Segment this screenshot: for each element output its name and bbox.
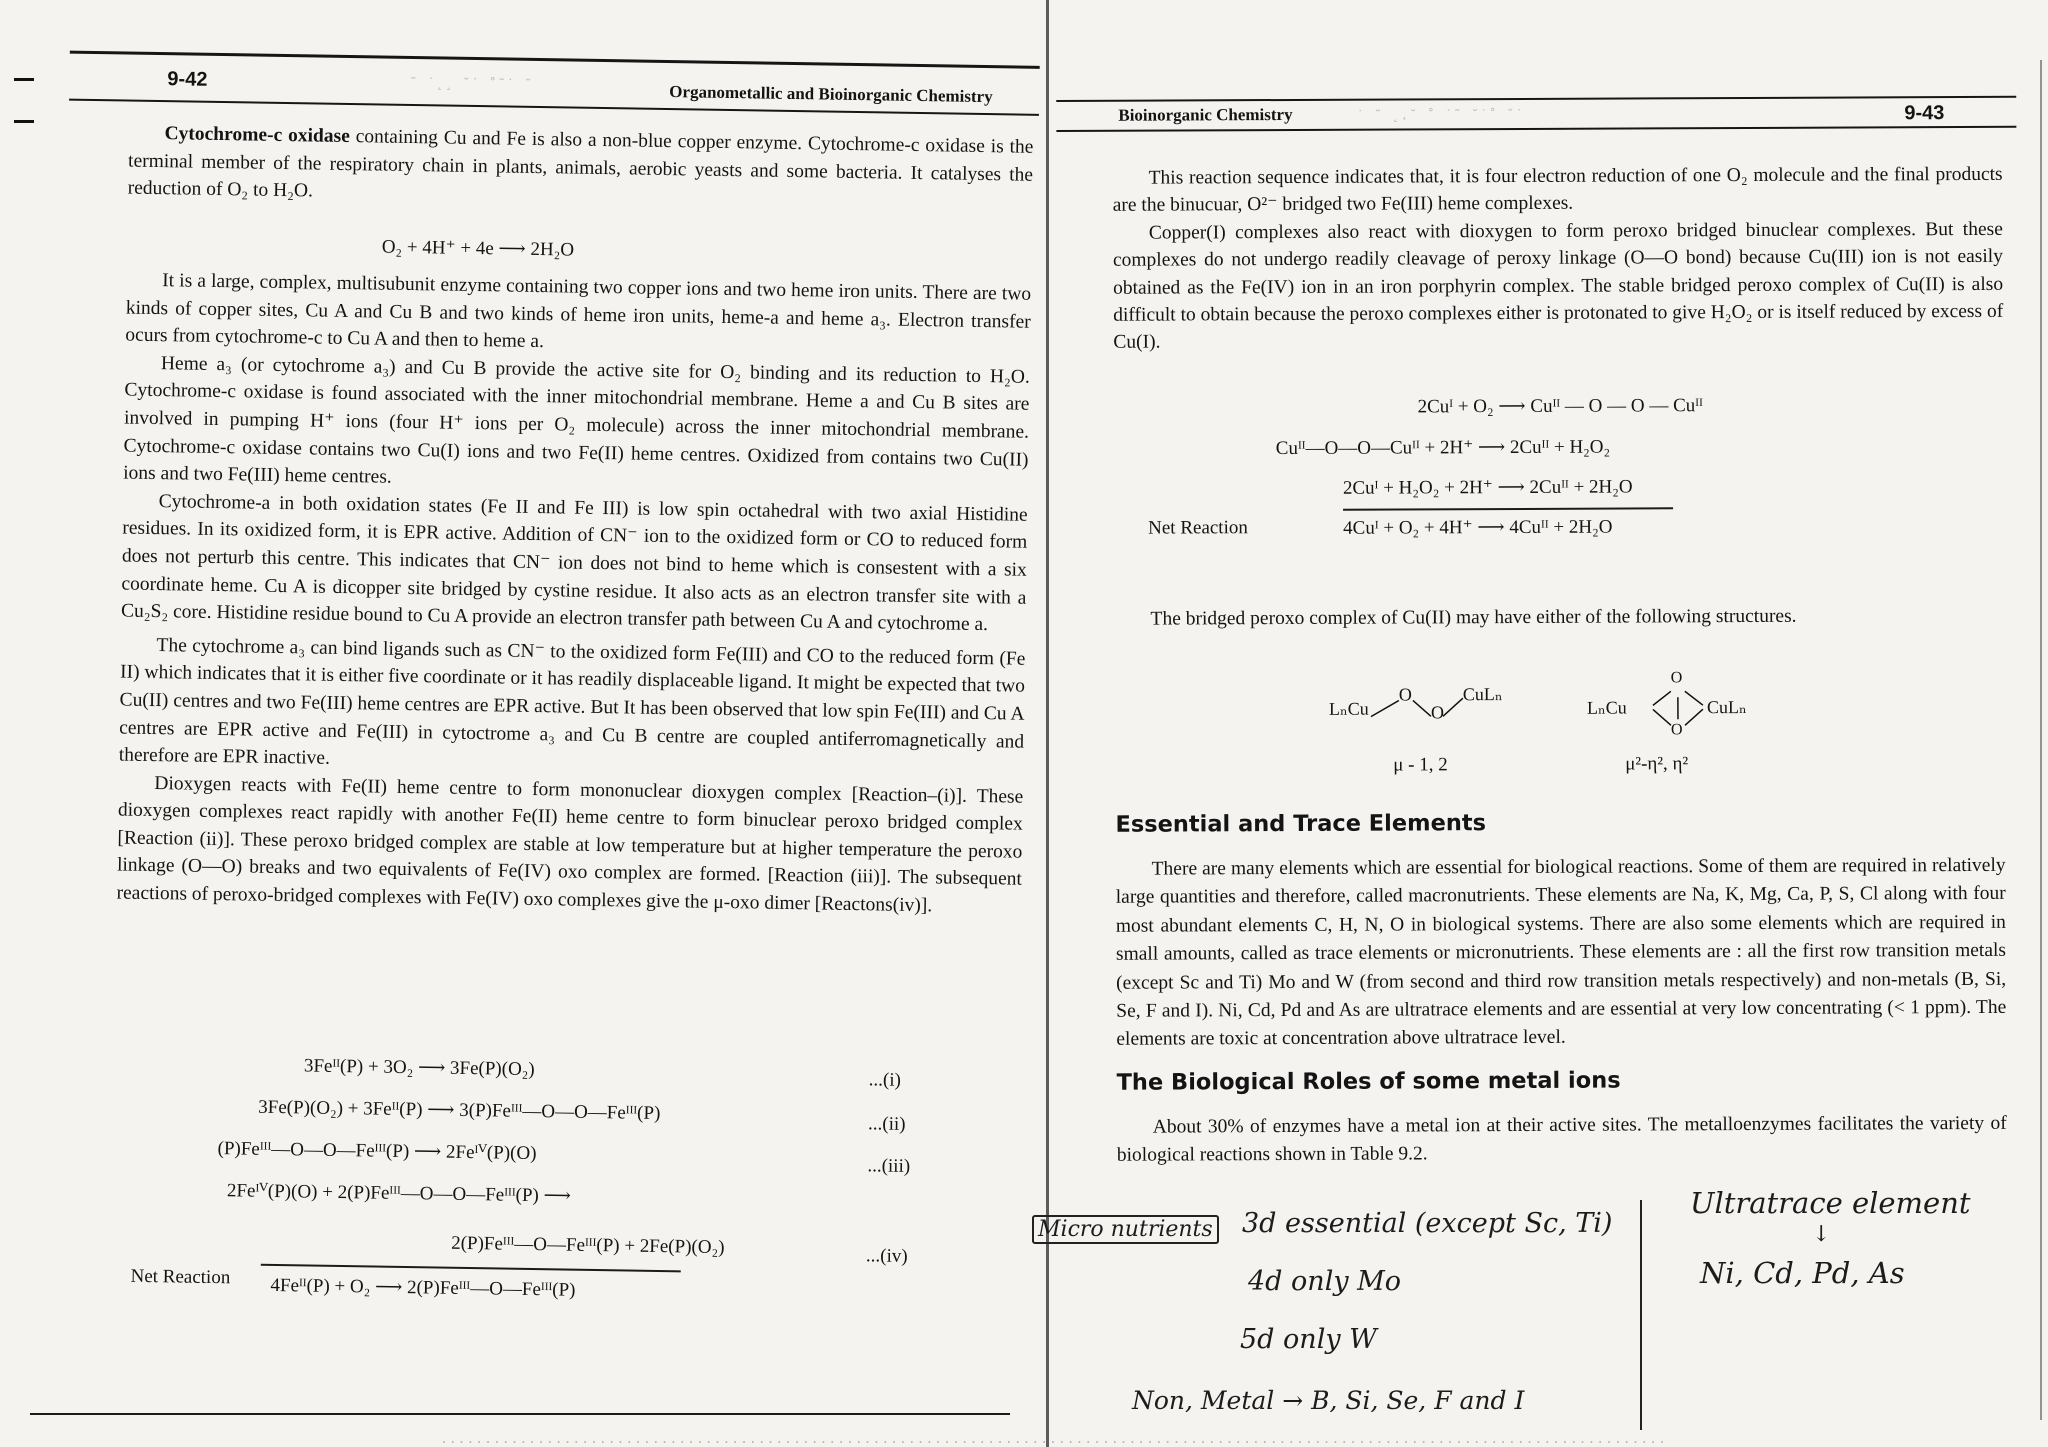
paragraph-text: containing Cu and Fe is also a non-blue copper enzyme. Cytochrome-c oxidase is the terminal member of the respiratory chain in plants, animals, aerobic yeasts and some bacteria. It catalyses the reduction of O₂ to H₂O. <box>127 126 1034 202</box>
paragraph: Cytochrome-a in both oxidation states (Fe II and Fe III) is low spin octahedral with two axial Histidine residues. In its oxidized form, it is EPR active. Addition of CN⁻ ion to the oxidized form or CO to reduced form does not perturb this centre. This indicates that CN⁻ ion does not bind to heme which is consestent with a six coordinate heme. Cu A is dicopper site bridged by cystine residue. It also acts as an electron transfer site with a Cu₂S₂ core. Histidine residue bound to Cu A provide an electron transfer path between Cu A and cytochrome a. <box>120 490 1028 636</box>
net-reaction-equation: 4Feᴵᴵ(P) + O₂ ⟶ 2(P)Feᴵᴵᴵ—O—Feᴵᴵᴵ(P) <box>270 1274 576 1301</box>
scan-noise: ........................................................................................................................................... <box>440 1432 1667 1447</box>
structure-label-mu-eta: μ²-η², η² <box>1625 753 1689 775</box>
reaction-iv-part-2: 2(P)Feᴵᴵᴵ—O—Feᴵᴵᴵ(P) + 2Fe(P)(O₂) <box>450 1232 725 1259</box>
running-head <box>669 82 993 107</box>
term-cytochrome-c-oxidase: Cytochrome-c oxidase <box>164 123 350 148</box>
handwritten-line-nonmetal: Non, Metal → B, Si, Se, F and I <box>1132 1386 1525 1415</box>
heading-essential-trace: Essential and Trace Elements <box>1115 810 1487 838</box>
net-reaction-label: Net Reaction <box>130 1265 231 1289</box>
paragraph: Copper(I) complexes also react with dioxygen to form peroxo bridged binuclear complexes. But these complexes do not undergo readily cleavage of peroxy linkage (O—O bond) because Cu(III) ion is not easily obtained as the Fe(IV) ion in an iron porphyrin complex. The stable bridged peroxo complex of Cu(II) is also difficult to obtain because the peroxo complexes either is protonated to give H₂O₂ or is itself reduced by excess of Cu(I). <box>1112 218 2004 354</box>
structure-oxygen: O <box>1670 721 1683 739</box>
paragraph: About 30% of enzymes have a metal ion at their active sites. The metalloenzymes facilitates the variety of biological reactions shown in Table 9.2. <box>1116 1112 2007 1167</box>
paragraph: The cytochrome a₃ can bind ligands such as CN⁻ to the oxidized form Fe(III) and CO to the reduced form (Fe II) which indicates that it is either five coordinate or it has readily displaceable ligand. It might be expected that two Cu(II) centres and two Fe(III) heme centres are EPR active. But It has been observed that low spin Fe(III) and Cu A centres are EPR active and Fe(III) in cytoctrome a₃ and Cu B centre are coupled antiferromagnetically and therefore are EPR inactive. <box>118 634 1026 769</box>
handwritten-ultratrace-title: Ultratrace element <box>1690 1186 1971 1220</box>
cu-reaction-1: 2Cuᴵ + O₂ ⟶ Cuᴵᴵ — O — O — Cuᴵᴵ <box>1417 395 1703 418</box>
handwritten-line-5d: 5d only W <box>1240 1324 1377 1355</box>
paragraph: The bridged peroxo complex of Cu(II) may have either of the following structures. <box>1150 605 1797 630</box>
structure-culn: CuLₙ <box>1462 684 1503 705</box>
reaction-tag-iv: ...(iv) <box>865 1245 908 1267</box>
reaction-tag-i: ...(i) <box>868 1069 902 1091</box>
structure-lncu: LₙCu <box>1586 697 1627 718</box>
top-rule <box>70 51 1040 69</box>
paragraph: Heme a₃ (or cytochrome a₃) and Cu B provide the active site for O₂ binding and its reduction to H₂O. Cytochrome-c oxidase is found associated with the inner mitochondrial membrane. Heme a and Cu B sites are involved in pumping H⁺ ions (four H⁺ ions per O₂ molecule) across the inner mitochondrial membrane. Cytochrome-c oxidase contains two Cu(I) ions and two Fe(II) heme centres. Oxidized from contains two Cu(II) ions and two Fe(III) heme centres. <box>123 352 1030 488</box>
structure-label-mu-1-2: μ - 1, 2 <box>1393 754 1448 776</box>
handwritten-micronutrients-box <box>1032 1212 1219 1243</box>
right-text <box>1113 161 2004 357</box>
left-text <box>127 120 1033 217</box>
net-reaction-label: Net Reaction <box>1148 517 1248 539</box>
paragraph: There are many elements which are essential for biological reactions. Some of them are required in relatively large quantities and therefore, called macronutrients. These elements are Na, K, Mg, Ca, P, S, Cl along with four most abundant elements C, H, N, O in biological systems. There are also some elements which are required in small amounts, called as trace elements or micronutrients. These elements are : all the first row transition metals (except Sc and Ti) Mo and W (from second and third row transition metals respectively) and non-metals (B, Si, Se, F and I). Ni, Cd, Pd and As are ultratrace elements and are essential at very low concentrating (< 1 ppm). The elements are toxic at concentration above ultratrace level. <box>1115 854 2007 1051</box>
bottom-rule <box>30 1413 1010 1415</box>
left-text-body <box>116 267 1031 922</box>
net-reaction-equation: 4Cuᴵ + O₂ + 4H⁺ ⟶ 4Cuᴵᴵ + 2H₂O <box>1343 516 1613 539</box>
structure-lncu: LₙCu <box>1328 698 1369 719</box>
handwritten-arrow: ↓ <box>1812 1222 1831 1247</box>
essential-text <box>1116 852 2007 1055</box>
cu-reaction-3: 2Cuᴵ + H₂O₂ + 2H⁺ ⟶ 2Cuᴵᴵ + 2H₂O <box>1342 476 1633 499</box>
handwritten-box-label: Micro nutrients <box>1032 1215 1219 1244</box>
scan-noise: ˜ ˙˛¸ ˘˙ ˚˜˙ ˘ <box>409 75 534 93</box>
paragraph: It is a large, complex, multisubunit enzyme containing two copper ions and two heme iron units. There are two kinds of copper sites, Cu A and Cu B and two kinds of heme iron units, heme-a and heme a₃. Electron transfer ocurs from cytochrome-c to Cu A and then to heme a. <box>125 270 1032 353</box>
equation-main: O₂ + 4H⁺ + 4e ⟶ 2H₂O <box>381 236 575 261</box>
peroxo-intro <box>1150 602 2010 633</box>
scan-noise: ˙ ˜ ˛.˘ ˚ ˙˜ ˘˙˚ ˘˙ <box>1356 107 1525 124</box>
top-rule <box>1056 96 2016 102</box>
heading-biological-roles: The Biological Roles of some metal ions <box>1116 1067 1621 1096</box>
handwritten-ultratrace-list: Ni, Cd, Pd, As <box>1700 1256 1905 1290</box>
cu-reaction-2: Cuᴵᴵ—O—O—Cuᴵᴵ + 2H⁺ ⟶ 2Cuᴵᴵ + H₂O₂ <box>1275 436 1611 460</box>
handwritten-divider <box>1640 1200 1642 1430</box>
net-reaction-rule <box>261 1264 681 1272</box>
reaction-iii: (P)Feᴵᴵᴵ—O—O—Feᴵᴵᴵ(P) ⟶ 2Feᴵⱽ(P)(O) <box>217 1138 537 1165</box>
reaction-ii: 3Fe(P)(O₂) + 3Feᴵᴵ(P) ⟶ 3(P)Feᴵᴵᴵ—O—O—Feᴵᴵᴵ(P) <box>258 1096 661 1125</box>
structure-oxygen: O <box>1398 684 1412 705</box>
left-page <box>8 40 1040 1436</box>
net-reaction-rule <box>1343 507 1673 510</box>
reaction-tag-iii: ...(iii) <box>867 1155 911 1177</box>
page-number: 9-42 <box>167 68 208 91</box>
reaction-iv-part-1: 2Feᴵⱽ(P)(O) + 2(P)Feᴵᴵᴵ—O—O—Feᴵᴵᴵ(P) ⟶ <box>226 1180 571 1207</box>
paragraph: Dioxygen reacts with Fe(II) heme centre to form mononuclear dioxygen complex [Reaction–(i)]. These dioxygen complexes react rapidly with another Fe(II) heme centre to form binuclear peroxo bridged complex [Reaction (ii)]. These peroxo bridged complex are stable at low temperature but at higher temperature the peroxo linkage (O—O) breaks and two equivalents of Fe(IV) oxo complex are formed. [Reaction (iii)]. The subsequent reactions of peroxo-bridged complexes with Fe(IV) oxo complexes give the μ-oxo dimer [Reactons(iv)]. <box>116 772 1024 917</box>
structure-oxygen: O <box>1670 669 1683 687</box>
page-number: 9-43 <box>1904 102 1945 125</box>
reaction-i: 3Feᴵᴵ(P) + 3O₂ ⟶ 3Fe(P)(O₂) <box>303 1055 535 1081</box>
structure-culn: CuLₙ <box>1706 696 1747 718</box>
paragraph: This reaction sequence indicates that, it is four electron reduction of one O₂ molecule and the final products are the binucuar, O²⁻ bridged two Fe(III) heme complexes. <box>1112 163 2003 217</box>
reaction-tag-ii: ...(ii) <box>867 1113 906 1135</box>
handwritten-line-3d: 3d essential (except Sc, Ti) <box>1242 1208 1613 1239</box>
running-head: Bioinorganic Chemistry <box>1118 104 1293 125</box>
handwritten-line-4d: 4d only Mo <box>1248 1266 1402 1297</box>
roles-text <box>1117 1110 2007 1171</box>
paragraph <box>127 120 1033 217</box>
structure-oxygen: O <box>1430 702 1444 723</box>
head-rule <box>1056 126 2016 132</box>
running-head-text: Organometallic and Bioinorganic Chemistry <box>669 82 993 107</box>
